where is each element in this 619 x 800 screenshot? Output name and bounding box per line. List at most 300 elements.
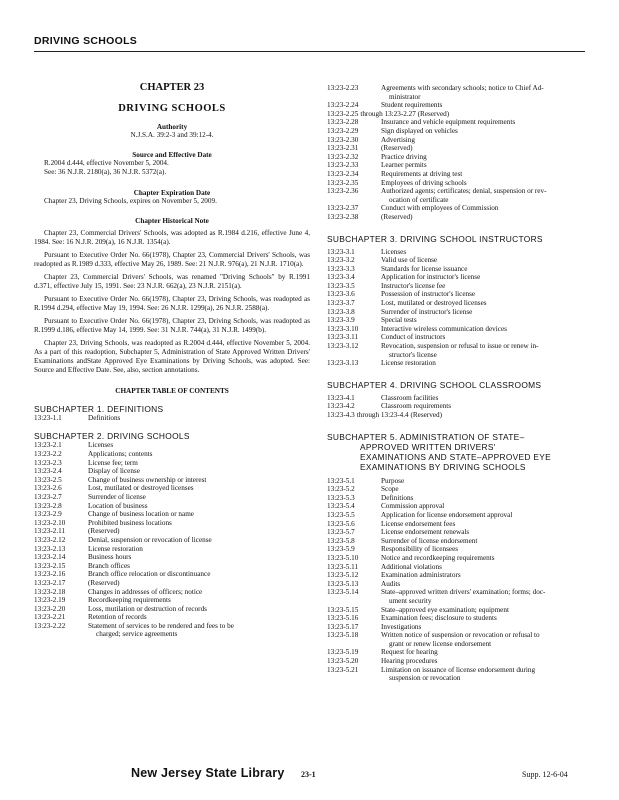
toc-entry-title <box>88 613 310 622</box>
toc-entry-title-continued: ministrator <box>389 92 421 101</box>
chapter-number: CHAPTER 23 <box>139 82 205 93</box>
toc-entry-title-text: Statement of services to be rendered and fees to be <box>88 621 234 630</box>
toc-entry-title-text: Request for hearing <box>381 648 438 657</box>
toc-entry-title-text: License restoration <box>381 359 436 368</box>
toc-entry <box>34 484 310 493</box>
toc-entry-title-text: Definitions <box>381 493 414 502</box>
toc-entry <box>327 204 593 213</box>
toc-entry-number: 13:23-2.25 <box>327 109 359 118</box>
toc-entry <box>34 493 310 502</box>
toc-entry-number: 13:23-5.19 <box>327 648 359 657</box>
toc-entry <box>327 485 593 494</box>
toc-entry-number: 13:23-4.3 <box>327 411 355 419</box>
toc-entry <box>327 342 593 359</box>
toc-entry-number: 13:23-5.3 <box>327 493 355 502</box>
subchapter-2-list-continued <box>327 84 593 222</box>
toc-entry <box>327 666 593 683</box>
toc-entry <box>34 605 310 614</box>
toc-entry-number: 13:23-2.31 <box>327 144 359 153</box>
toc-entry-number: 13:23-3.12 <box>327 342 359 351</box>
authority-text: N.J.S.A. 39:2-3 and 39:12-4. <box>130 131 214 139</box>
toc-entry-number: 13:23-2.10 <box>34 518 66 527</box>
toc-entry <box>327 614 593 623</box>
toc-entry-title <box>381 520 593 529</box>
toc-entry-title-text: Surrender of license endorsement <box>381 536 478 545</box>
toc-entry <box>34 622 310 639</box>
toc-entry-title-text: Retention of records <box>88 613 147 622</box>
toc-entry-title <box>381 648 593 657</box>
toc-entry <box>327 153 593 162</box>
subchapter-2-list <box>34 441 310 639</box>
toc-entry <box>34 570 310 579</box>
subchapter-5-list <box>327 477 593 683</box>
toc-entry-number: 13:23-4.1 <box>327 393 355 402</box>
toc-entry-title <box>381 136 593 145</box>
toc-entry-title-text: Licenses <box>88 441 114 450</box>
toc-entry <box>34 588 310 597</box>
toc-entry <box>327 588 593 605</box>
toc-entry-title <box>381 545 593 554</box>
toc-entry-number: 13:23-2.37 <box>327 204 359 213</box>
source-text-1: R.2004 d.444, effective November 5, 2004. <box>44 159 169 168</box>
toc-entry-title <box>88 519 310 528</box>
toc-entry <box>327 282 593 291</box>
toc-entry-number: 13:23-2.8 <box>34 501 62 510</box>
toc-entry-title <box>381 101 593 110</box>
toc-entry <box>327 118 593 127</box>
toc-entry-title-text: Classroom facilities <box>381 393 439 402</box>
toc-entry <box>327 265 593 274</box>
toc-entry-number: 13:23-2.6 <box>34 484 62 493</box>
toc-entry-number: 13:23-2.28 <box>327 118 359 127</box>
toc-entry <box>327 537 593 546</box>
toc-entry-title <box>381 161 593 170</box>
toc-entry-title <box>88 622 310 639</box>
toc-entry-title <box>381 342 593 359</box>
toc-entry-number: 13:23-2.30 <box>327 135 359 144</box>
toc-entry-title-text: Change of business ownership or interest <box>88 475 207 484</box>
chapter-title: DRIVING SCHOOLS <box>118 103 226 114</box>
toc-entry-title <box>381 308 593 317</box>
toc-entry <box>327 325 593 334</box>
toc-entry <box>327 299 593 308</box>
toc-entry-title <box>381 554 593 563</box>
toc-entry-number: 13:23-5.12 <box>327 571 359 580</box>
toc-entry <box>327 657 593 666</box>
toc-entry-title-text: Additional violations <box>381 562 442 571</box>
toc-entry <box>34 579 310 588</box>
toc-entry-number: 13:23-5.14 <box>327 588 359 597</box>
toc-entry-title <box>88 570 310 579</box>
toc-entry-title <box>381 494 593 503</box>
toc-entry-title <box>381 623 593 632</box>
toc-entry-title <box>381 153 593 162</box>
toc-entry-title-text: License endorsement renewals <box>381 528 470 537</box>
toc-entry-title <box>88 527 310 536</box>
toc-entry-title <box>381 144 593 153</box>
toc-entry-title <box>88 562 310 571</box>
toc-entry-number: 13:23-3.13 <box>327 359 359 368</box>
toc-entry-number: 13:23-5.6 <box>327 519 355 528</box>
toc-entry <box>327 179 593 188</box>
toc-entry-title-text: Revocation, suspension or refusal to issue or renew in- <box>381 342 539 351</box>
supplement-date: Supp. 12-6-04 <box>522 770 568 779</box>
toc-entry-title-text: Purpose <box>381 476 405 485</box>
toc-entry-title <box>88 596 310 605</box>
toc-entry <box>327 477 593 486</box>
toc-entry-title-text: Surrender of license <box>88 492 146 501</box>
toc-entry-title-text: Insurance and vehicle equipment requirements <box>381 118 516 127</box>
toc-entry-title <box>381 273 593 282</box>
toc-entry <box>34 441 310 450</box>
toc-entry <box>327 520 593 529</box>
toc-entry-number: 13:23-2.14 <box>34 553 66 562</box>
toc-entry-title-continued: charged; service agreements <box>96 630 178 639</box>
toc-entry-title <box>381 118 593 127</box>
subchapter-1-list <box>34 414 310 423</box>
toc-entry-number: 13:23-5.10 <box>327 553 359 562</box>
toc-entry-title-text: Definitions <box>88 413 121 422</box>
expiration-text: Chapter 23, Driving Schools, expires on November 5, 2009. <box>44 196 217 205</box>
toc-entry-title-text: Student requirements <box>381 101 443 110</box>
toc-entry-title-text: Branch offices <box>88 561 130 570</box>
toc-entry-title-text: Learner permits <box>381 161 427 170</box>
toc-entry-title <box>88 605 310 614</box>
toc-entry-number: 13:23-2.4 <box>34 467 62 476</box>
toc-entry-title-text: Scope <box>381 485 399 494</box>
toc-entry-title-text: Instructor's license fee <box>381 281 446 290</box>
toc-entry-number: 13:23-3.6 <box>327 290 355 299</box>
toc-entry-title <box>381 402 593 411</box>
toc-entry-number: 13:23-2.21 <box>34 613 66 622</box>
toc-entry-number: 13:23-3.2 <box>327 256 355 265</box>
toc-entry-title <box>381 666 593 683</box>
toc-entry-title <box>88 510 310 519</box>
toc-entry-title <box>381 580 593 589</box>
toc-entry-number: 13:23-2.22 <box>34 621 66 630</box>
toc-entry-title-text: Hearing procedures <box>381 657 438 666</box>
toc-entry-number: 13:23-5.18 <box>327 631 359 640</box>
toc-entry-title-text: Display of license <box>88 467 140 476</box>
toc-entry-title-continued: ument security <box>389 596 432 605</box>
toc-entry-number: 13:23-3.3 <box>327 264 355 273</box>
toc-entry-title <box>88 545 310 554</box>
toc-entry-title <box>381 502 593 511</box>
toc-entry <box>34 450 310 459</box>
subchapter-3-list <box>327 248 593 368</box>
subchapter-3-heading: SUBCHAPTER 3. DRIVING SCHOOL INSTRUCTORS <box>327 233 543 244</box>
toc-entry-number: 13:23-2.19 <box>34 596 66 605</box>
history-label: Chapter Historical Note <box>135 216 209 225</box>
toc-entry <box>327 571 593 580</box>
page-footer <box>0 766 619 790</box>
toc-entry-title-text: Branch office relocation or discontinuance <box>88 570 211 579</box>
toc-entry-number: 13:23-2.1 <box>34 441 62 450</box>
toc-entry-title-text: Audits <box>381 579 401 588</box>
toc-entry-number: 13:23-5.11 <box>327 562 359 571</box>
toc-entry-title <box>381 316 593 325</box>
toc-entry-title-text: Change of business location or name <box>88 510 194 519</box>
toc-entry-number: 13:23-5.13 <box>327 579 359 588</box>
toc-label: CHAPTER TABLE OF CONTENTS <box>115 386 229 395</box>
toc-entry-title <box>88 588 310 597</box>
toc-entry <box>327 502 593 511</box>
toc-entry-title-text: Authorized agents; certificates; denial, suspension or rev- <box>381 187 547 196</box>
toc-entry <box>34 536 310 545</box>
toc-entry <box>34 596 310 605</box>
toc-entry-number: 13:23-2.15 <box>34 561 66 570</box>
toc-entry <box>34 476 310 485</box>
toc-entry-title <box>88 476 310 485</box>
toc-entry-number: 13:23-2.12 <box>34 535 66 544</box>
toc-entry-title-text: Investigations <box>381 622 422 631</box>
toc-entry <box>34 527 310 536</box>
toc-entry-title <box>381 170 593 179</box>
toc-entry-title-text: Practice driving <box>381 152 427 161</box>
toc-entry-title <box>88 536 310 545</box>
toc-entry-title-continued: structor's license <box>389 350 437 359</box>
toc-entry <box>327 136 593 145</box>
toc-entry-title <box>88 579 310 588</box>
toc-entry <box>34 562 310 571</box>
toc-entry <box>327 110 593 119</box>
running-header-title: DRIVING SCHOOLS <box>34 35 138 47</box>
toc-entry-number: 13:23-2.11 <box>34 527 66 536</box>
toc-entry-title-text: Examination fees; disclosure to students <box>381 614 497 623</box>
toc-entry-title <box>381 657 593 666</box>
toc-entry-title <box>88 441 310 450</box>
toc-entry-title: through 13:23-2.27 (Reserved) <box>360 109 450 118</box>
toc-entry-number: 13:23-5.17 <box>327 622 359 631</box>
toc-entry <box>34 510 310 519</box>
toc-entry-number: 13:23-5.8 <box>327 536 355 545</box>
toc-entry <box>327 333 593 342</box>
toc-entry-title <box>381 588 593 605</box>
toc-entry-number: 13:23-2.9 <box>34 510 62 519</box>
toc-entry-title <box>381 325 593 334</box>
authority-label: Authority <box>156 123 188 131</box>
history-notes <box>34 229 310 375</box>
toc-entry <box>327 528 593 537</box>
toc-entry-number: 13:23-3.11 <box>327 333 359 342</box>
toc-entry <box>327 308 593 317</box>
toc-entry-number: 13:23-3.9 <box>327 316 355 325</box>
toc-entry-number: 13:23-2.20 <box>34 604 66 613</box>
history-paragraph: Chapter 23, Commercial Drivers' Schools, was renamed "Driving Schools" by R.1991 d.371, effective July 15, 1991. See: 23 N.J.R. 662(a), 23 N.J.R. 2151(a). <box>34 272 310 290</box>
subchapter-4-heading: SUBCHAPTER 4. DRIVING SCHOOL CLASSROOMS <box>327 379 542 390</box>
subchapter-5-heading-line: EXAMINATIONS AND STATE–APPROVED EYE <box>360 451 552 462</box>
toc-entry-title-text: Examination administrators <box>381 571 461 580</box>
toc-entry-title-text: Employees of driving schools <box>381 178 467 187</box>
toc-entry-number: 13:23-3.7 <box>327 299 355 308</box>
toc-entry-title <box>381 213 593 222</box>
running-header <box>34 31 585 52</box>
page-number: 23-1 <box>301 770 316 779</box>
subchapter-5-heading-line: SUBCHAPTER 5. ADMINISTRATION OF STATE– <box>327 431 525 442</box>
toc-entry-title-text: Classroom requirements <box>381 402 452 411</box>
toc-entry-title-text: Prohibited business locations <box>88 518 172 527</box>
toc-entry-title <box>381 333 593 342</box>
toc-entry <box>34 459 310 468</box>
toc-entry-number: 13:23-2.18 <box>34 587 66 596</box>
toc-entry <box>327 545 593 554</box>
toc-entry <box>327 554 593 563</box>
history-paragraph: Chapter 23, Commercial Drivers' Schools, was adopted as R.1984 d.216, effective June 4, 1984. See: 16 N.J.R. 209(a), 16 N.J.R. 1354(a). <box>34 228 310 246</box>
toc-entry-title <box>381 256 593 265</box>
toc-entry-title-text: Conduct with employees of Commission <box>381 204 499 213</box>
toc-entry-title-text: Interactive wireless communication devices <box>381 324 507 333</box>
right-column <box>327 84 593 683</box>
left-column <box>34 82 310 639</box>
toc-entry <box>327 84 593 101</box>
toc-entry-number: 13:23-5.16 <box>327 614 359 623</box>
toc-entry <box>327 290 593 299</box>
toc-entry-number: 13:23-2.32 <box>327 152 359 161</box>
toc-entry-title-text: License restoration <box>88 544 143 553</box>
toc-entry <box>327 494 593 503</box>
history-paragraph: Chapter 23, Driving Schools, was readopted as R.2004 d.444, effective November 5, 2004. As a part of this readoption, Subchapter 5, Administration of State Approved Written Drivers' Examinations andState Approved Eye Examinations by Driving Schools, was adopted. See: Source and Effective Date. See, also, section annotations. <box>34 338 310 374</box>
toc-entry-title <box>381 528 593 537</box>
toc-entry <box>327 213 593 222</box>
toc-entry <box>327 411 593 420</box>
toc-entry-title <box>381 631 593 648</box>
toc-entry-title-text: Limitation on issuance of license endorsement during <box>381 665 536 674</box>
toc-entry <box>327 631 593 648</box>
toc-entry-title-text: Loss, mutilation or destruction of records <box>88 604 207 613</box>
toc-entry-title-continued: suspension or revocation <box>389 674 461 683</box>
toc-entry-title <box>381 290 593 299</box>
toc-entry-title <box>381 265 593 274</box>
toc-entry-title-text: Conduct of instructors <box>381 333 446 342</box>
toc-entry-title <box>381 571 593 580</box>
toc-entry-title-text: (Reserved) <box>88 578 120 587</box>
toc-entry-title-text: Special tests <box>381 316 417 325</box>
toc-entry <box>327 101 593 110</box>
toc-entry <box>327 402 593 411</box>
toc-entry-number: 13:23-5.5 <box>327 510 355 519</box>
toc-entry <box>327 256 593 265</box>
toc-entry-title-text: Standards for license issuance <box>381 264 468 273</box>
toc-entry-number: 13:23-2.17 <box>34 578 66 587</box>
toc-entry-number: 13:23-2.29 <box>327 126 359 135</box>
toc-entry-title-text: Application for license endorsement approval <box>381 510 513 519</box>
toc-entry-title-text: Business hours <box>88 553 132 562</box>
toc-entry-title-text: State–approved eye examination; equipment <box>381 605 509 614</box>
toc-entry-title <box>381 204 593 213</box>
toc-entry-title <box>381 299 593 308</box>
toc-entry-title <box>381 84 593 101</box>
toc-entry-number: 13:23-2.35 <box>327 178 359 187</box>
toc-entry-number: 13:23-3.4 <box>327 273 355 282</box>
toc-entry-title <box>88 450 310 459</box>
toc-entry-number: 13:23-2.2 <box>34 450 62 458</box>
toc-entry-number: 13:23-2.7 <box>34 492 62 501</box>
toc-entry-title-text: Denial, suspension or revocation of license <box>88 535 212 544</box>
toc-entry-title-text: Responsibility of licensees <box>381 545 459 554</box>
toc-entry <box>34 467 310 476</box>
toc-entry-title <box>88 484 310 493</box>
toc-entry-title-continued: grant or renew license endorsement <box>389 639 492 648</box>
toc-entry-title-text: Advertising <box>381 135 415 144</box>
toc-entry-title-text: Surrender of instructor's license <box>381 307 473 316</box>
toc-entry <box>327 606 593 615</box>
toc-entry-number: 13:23-5.2 <box>327 485 355 494</box>
history-paragraph: Pursuant to Executive Order No. 66(1978), Chapter 23, Driving Schools, was readopted as R.1994 d.294, effective May 19, 1994. See: 26 N.J.R. 1299(a), 26 N.J.R. 2588(a). <box>34 294 310 312</box>
toc-entry-title <box>381 179 593 188</box>
toc-entry <box>327 394 593 403</box>
toc-entry-title-text: Location of business <box>88 501 148 510</box>
toc-entry-title-text: Lost, mutilated or destroyed licenses <box>381 299 487 308</box>
library-stamp: New Jersey State Library <box>131 766 285 780</box>
toc-entry-title <box>381 614 593 623</box>
toc-entry-title-text: Notice and recordkeeping requirements <box>381 553 495 562</box>
toc-entry <box>327 563 593 572</box>
toc-entry-title <box>88 414 310 423</box>
toc-entry-number: 13:23-2.38 <box>327 212 359 221</box>
history-paragraph: Pursuant to Executive Order No. 66(1978), Chapter 23, Driving Schools, was readopted as R.1999 d.186, effective May 14, 1999. See: 31 N.J.R. 744(a), 31 N.J.R. 1499(b). <box>34 316 310 334</box>
toc-entry-title-text: Written notice of suspension or revocation or refusal to <box>381 631 540 640</box>
toc-entry-number: 13:23-5.21 <box>327 665 359 674</box>
toc-entry <box>327 248 593 257</box>
toc-entry-title-text: License endorsement fees <box>381 519 456 528</box>
toc-entry <box>34 545 310 554</box>
toc-entry <box>327 161 593 170</box>
toc-entry <box>34 613 310 622</box>
toc-entry-number: 13:23-3.10 <box>327 324 359 333</box>
toc-entry-title <box>381 537 593 546</box>
toc-entry-number: 13:23-5.9 <box>327 545 355 554</box>
toc-entry-number: 13:23-2.23 <box>327 84 359 92</box>
toc-entry-title-text: Valid use of license <box>381 256 438 265</box>
toc-entry <box>327 359 593 368</box>
toc-entry-number: 13:23-2.3 <box>34 458 62 467</box>
toc-entry-title-text: Lost, mutilated or destroyed licenses <box>88 484 194 493</box>
toc-entry-number: 13:23-4.2 <box>327 402 355 411</box>
toc-entry-title-text: Sign displayed on vehicles <box>381 126 458 135</box>
toc-entry-number: 13:23-5.4 <box>327 502 355 511</box>
toc-entry-title-text: Applications; contents <box>88 450 153 458</box>
toc-entry-title-text: (Reserved) <box>88 527 120 536</box>
toc-entry-number: 13:23-2.24 <box>327 101 359 110</box>
toc-entry <box>34 519 310 528</box>
toc-entry-number: 13:23-2.5 <box>34 475 62 484</box>
subchapter-5-heading-line: EXAMINATIONS BY DRIVING SCHOOLS <box>360 461 526 472</box>
toc-entry-title-text: (Reserved) <box>381 144 413 153</box>
toc-entry-title-text: Licenses <box>381 247 407 256</box>
toc-entry-title <box>381 248 593 257</box>
toc-entry-number: 13:23-2.33 <box>327 161 359 170</box>
toc-entry-number: 13:23-2.13 <box>34 544 66 553</box>
toc-entry-title-text: License fee; term <box>88 458 138 467</box>
toc-entry-number: 13:23-1.1 <box>34 413 62 422</box>
toc-entry-title-text: Requirements at driving test <box>381 169 463 178</box>
toc-entry <box>327 170 593 179</box>
toc-entry-title-text: State–approved written drivers' examination; forms; doc- <box>381 588 546 597</box>
toc-entry-number: 13:23-3.8 <box>327 307 355 316</box>
toc-entry-title <box>88 493 310 502</box>
toc-entry-title <box>381 187 593 204</box>
subchapter-2-heading: SUBCHAPTER 2. DRIVING SCHOOLS <box>34 431 190 442</box>
toc-entry <box>34 414 310 423</box>
subchapter-1-heading: SUBCHAPTER 1. DEFINITIONS <box>34 403 164 414</box>
toc-entry-title <box>88 502 310 511</box>
toc-entry-title <box>381 127 593 136</box>
source-text-2: See: 36 N.J.R. 2180(a), 36 N.J.R. 5372(a). <box>44 168 167 177</box>
toc-entry-title <box>381 606 593 615</box>
toc-entry <box>327 127 593 136</box>
toc-entry <box>327 144 593 153</box>
toc-entry-title <box>381 477 593 486</box>
